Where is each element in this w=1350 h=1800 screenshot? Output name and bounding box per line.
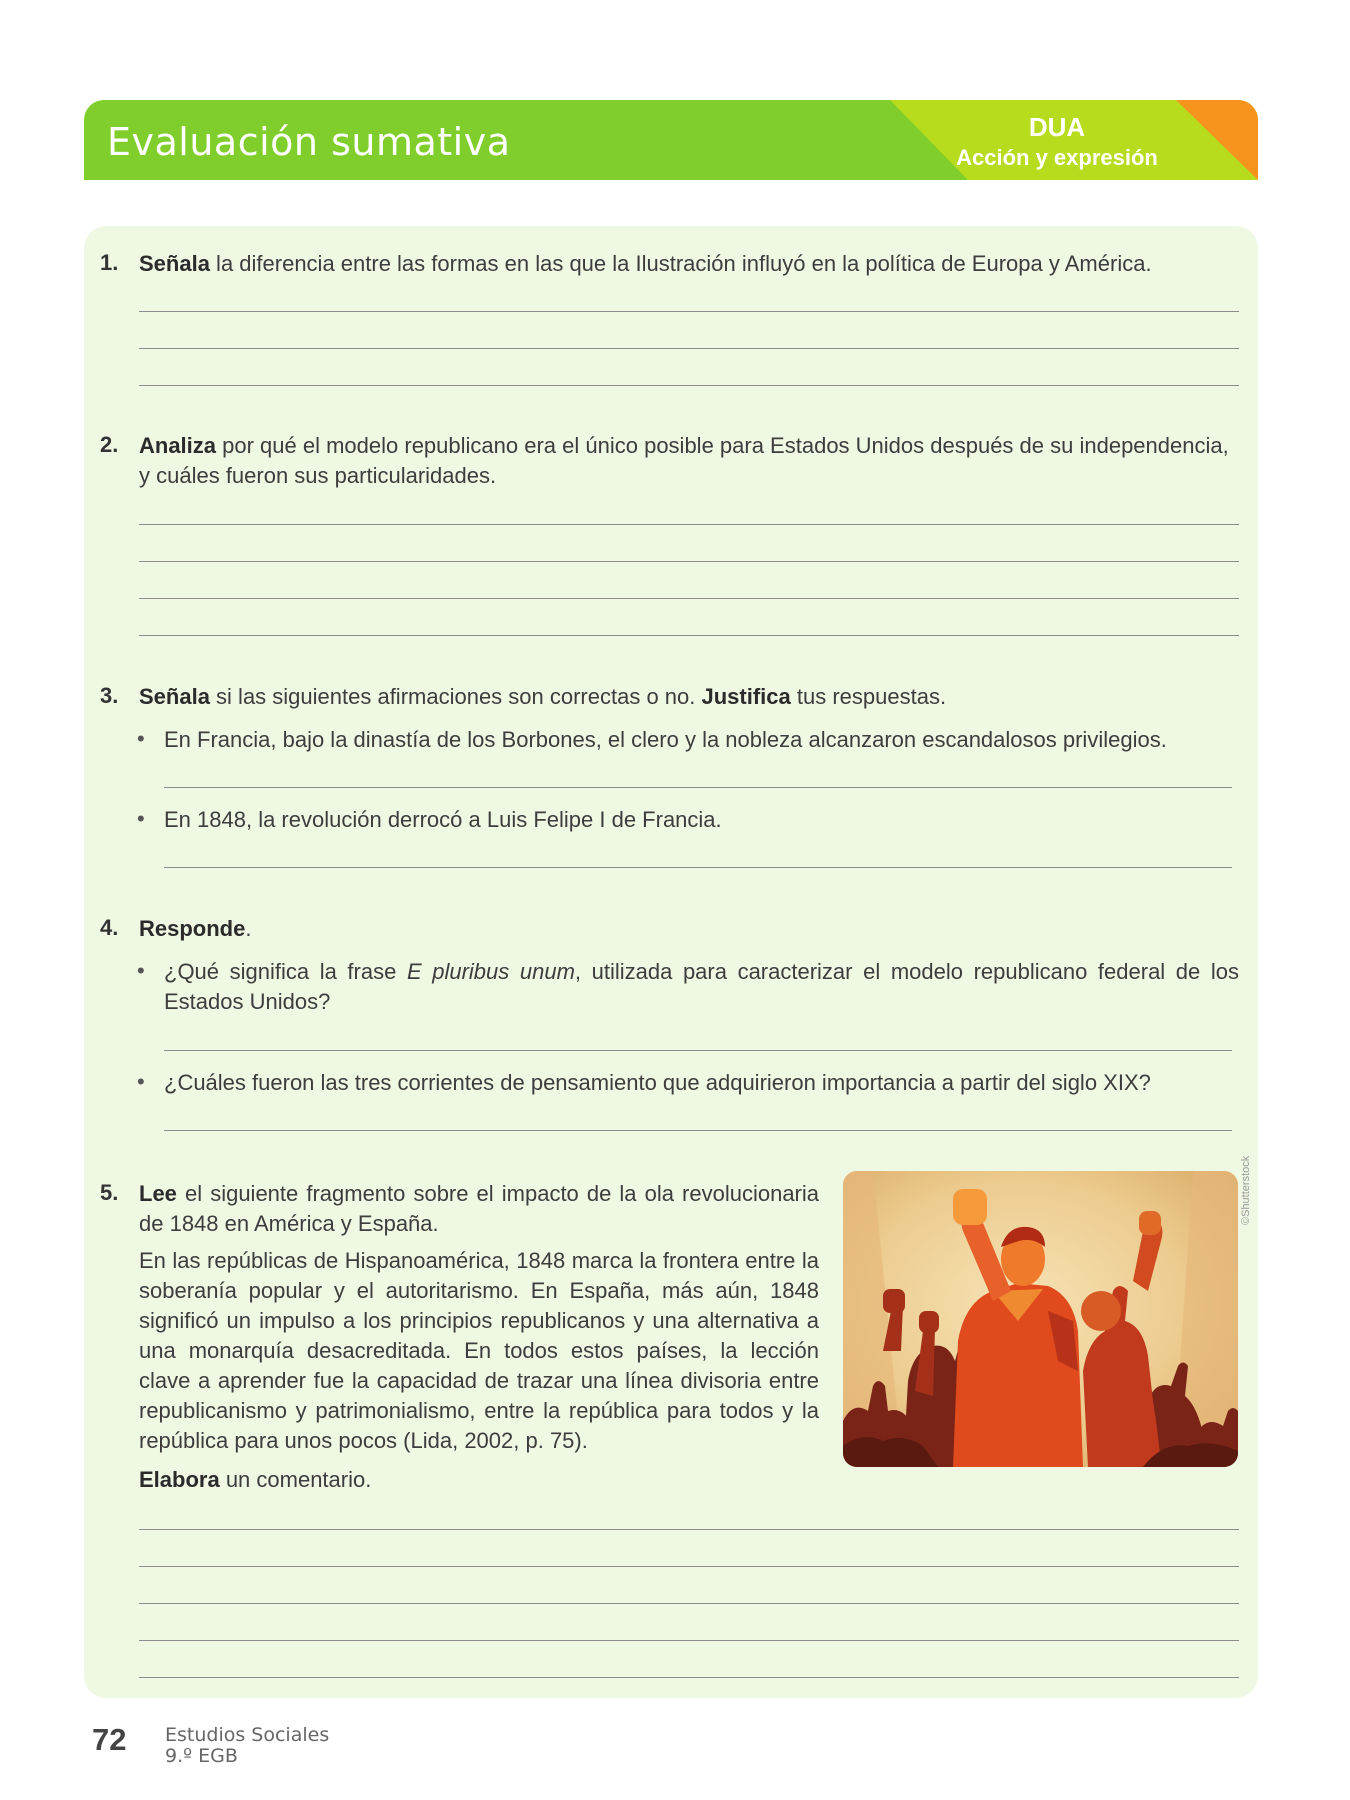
question-4-verb: Responde bbox=[139, 916, 246, 941]
question-3-number: 3. bbox=[100, 683, 119, 708]
answer-line[interactable] bbox=[139, 635, 1239, 636]
grade-level: 9.º EGB bbox=[165, 1745, 238, 1767]
dua-subtitle: Acción y expresión bbox=[956, 145, 1158, 170]
question-3-verb-2: Justifica bbox=[701, 684, 791, 709]
question-4-text: Responde. bbox=[139, 916, 252, 941]
question-5-task: Elabora un comentario. bbox=[139, 1467, 372, 1492]
answer-line[interactable] bbox=[164, 1130, 1232, 1131]
answer-line[interactable] bbox=[139, 311, 1239, 312]
answer-line[interactable] bbox=[139, 348, 1239, 349]
answer-line[interactable] bbox=[139, 1566, 1239, 1567]
section-header bbox=[84, 100, 1258, 180]
question-4-item-2: ¿Cuáles fueron las tres corrientes de pensamiento que adquirieron importancia a partir del siglo XIX? bbox=[164, 1070, 1151, 1095]
answer-line[interactable] bbox=[139, 1603, 1239, 1604]
question-4-number: 4. bbox=[100, 915, 119, 940]
bullet-icon: • bbox=[137, 1069, 145, 1094]
subject-name: Estudios Sociales bbox=[165, 1724, 330, 1746]
question-1-number: 1. bbox=[100, 250, 119, 275]
question-1-text: Señala la diferencia entre las formas en las que la Ilustración influyó en la política de Europa y América. bbox=[139, 251, 1152, 276]
answer-line[interactable] bbox=[139, 524, 1239, 525]
question-3-verb: Señala bbox=[139, 684, 210, 709]
answer-line[interactable] bbox=[139, 1677, 1239, 1678]
question-3-text: Señala si las siguientes afirmaciones son correctas o no. Justifica tus respuestas. bbox=[139, 684, 947, 709]
answer-line[interactable] bbox=[139, 598, 1239, 599]
answer-line[interactable] bbox=[164, 867, 1232, 868]
question-1-verb: Señala bbox=[139, 251, 210, 276]
question-2-number: 2. bbox=[100, 432, 119, 457]
answer-line[interactable] bbox=[139, 1529, 1239, 1530]
protest-crowd-image bbox=[843, 1171, 1238, 1467]
quote-fragment: En las repúblicas de Hispanoamérica, 1848 marca la frontera entre la soberanía popular y el autoritarismo. En España, más aún, 1848 significó un impulso a los principios republicanos y una alternativa a una monarquía desacreditada. En todos estos países, la lección clave a aprender fue la capacidad de trazar una línea divisoria entre republicanismo y patrimonialismo, entre la república para todos y la república para unos pocos (Lida, 2002, p. 75). bbox=[139, 1248, 819, 1453]
revolution-illustration bbox=[843, 1171, 1238, 1467]
image-credit: ©Shutterstock bbox=[1240, 1155, 1252, 1225]
bullet-icon: • bbox=[137, 958, 145, 983]
question-5-verb-2: Elabora bbox=[139, 1467, 220, 1492]
question-5-number: 5. bbox=[100, 1180, 119, 1205]
dua-label: DUA bbox=[1028, 112, 1086, 142]
question-2-text: Analiza por qué el modelo republicano era el único posible para Estados Unidos después de su independencia, y cuáles fueron sus particularidades. bbox=[139, 433, 1229, 488]
answer-line[interactable] bbox=[164, 1050, 1232, 1051]
question-2-verb: Analiza bbox=[139, 433, 217, 458]
statement-2: En 1848, la revolución derrocó a Luis Felipe I de Francia. bbox=[164, 807, 722, 832]
page-number: 72 bbox=[92, 1722, 127, 1757]
answer-line[interactable] bbox=[139, 385, 1239, 386]
answer-line[interactable] bbox=[139, 1640, 1239, 1641]
bullet-icon: • bbox=[137, 806, 145, 831]
bullet-icon: • bbox=[137, 726, 145, 751]
statement-1: En Francia, bajo la dinastía de los Borbones, el clero y la nobleza alcanzaron escandalosos privilegios. bbox=[164, 727, 1167, 752]
question-5-verb: Lee bbox=[139, 1181, 177, 1206]
footer-subject bbox=[165, 1725, 329, 1767]
question-4-item-1: ¿Qué significa la frase E pluribus unum, utilizada para caracterizar el modelo republicano federal de los Estados Unidos? bbox=[164, 959, 1239, 1014]
answer-line[interactable] bbox=[164, 787, 1232, 788]
section-title: Evaluación sumativa bbox=[107, 120, 511, 164]
question-5-text: Lee el siguiente fragmento sobre el impacto de la ola revolucionaria de 1848 en América y España. bbox=[139, 1181, 819, 1236]
answer-line[interactable] bbox=[139, 561, 1239, 562]
